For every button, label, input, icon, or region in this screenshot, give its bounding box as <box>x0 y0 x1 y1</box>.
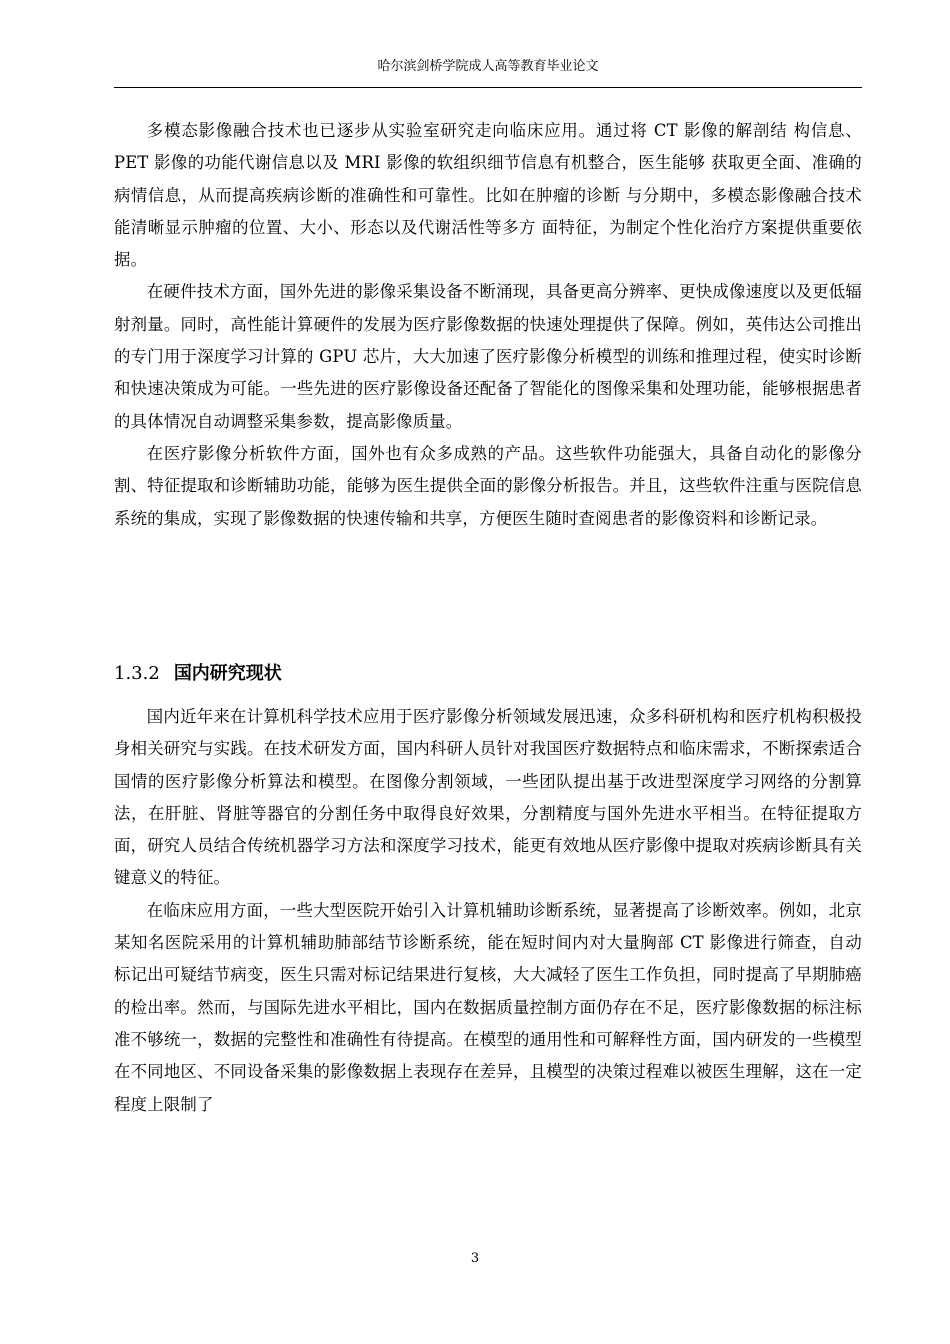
running-header: 哈尔滨剑桥学院成人高等教育毕业论文 <box>377 59 599 74</box>
paragraph: 多模态影像融合技术也已逐步从实验室研究走向临床应用。通过将 CT 影像的解剖结 构信息、PET 影像的功能代谢信息以及 MRI 影像的软组织细节信息有机整合，医生能够 获取更全面、准确的病情信息，从而提高疾病诊断的准确性和可靠性。比如在肿瘤的诊断 与分期中，多模态影像融合技术能清晰显示肿瘤的位置、大小、形态以及代谢活性等多方 面特征，为制定个性化治疗方案提供重要依据。 <box>114 121 862 270</box>
body-text-bottom <box>114 701 862 1121</box>
paragraph: 在硬件技术方面，国外先进的影像采集设备不断涌现，具备更高分辨率、更快成像速度以及更低辐射剂量。同时，高性能计算硬件的发展为医疗影像数据的快速处理提供了保障。例如，英伟达公司推出的专门用于深度学习计算的 GPU 芯片，大大加速了医疗影像分析模型的训练和推理过程，使实时诊断和快速决策成为可能。一些先进的医疗影像设备还配备了智能化的图像采集和处理功能，能够根据患者的具体情况自动调整采集参数，提高影像质量。 <box>114 282 862 431</box>
paragraph: 在临床应用方面，一些大型医院开始引入计算机辅助诊断系统，显著提高了诊断效率。例如，北京某知名医院采用的计算机辅助肺部结节诊断系统，能在短时间内对大量胸部 CT 影像进行筛查，自动标记出可疑结节病变，医生只需对标记结果进行复核，大大减轻了医生工作负担，同时提高了早期肺癌的检出率。然而，与国际先进水平相比，国内在数据质量控制方面仍存在不足，医疗影像数据的标注标准不够统一，数据的完整性和准确性有待提高。在模型的通用性和可解释性方面，国内研发的一些模型在不同地区、不同设备采集的影像数据上表现存在差异，且模型的决策过程难以被医生理解，这在一定程度上限制了 <box>114 900 862 1114</box>
body-text-top <box>114 115 862 535</box>
section-title: 国内研究现状 <box>173 663 282 684</box>
section-number: 1.3.2 <box>114 663 160 684</box>
header-divider <box>114 87 862 88</box>
paragraph: 国内近年来在计算机科学技术应用于医疗影像分析领域发展迅速，众多科研机构和医疗机构积极投身相关研究与实践。在技术研发方面，国内科研人员针对我国医疗数据特点和临床需求，不断探索适合国情的医疗影像分析算法和模型。在图像分割领域，一些团队提出基于改进型深度学习网络的分割算法，在肝脏、肾脏等器官的分割任务中取得良好效果，分割精度与国外先进水平相当。在特征提取方面，研究人员结合传统机器学习方法和深度学习技术，能更有效地从医疗影像中提取对疾病诊断具有关键意义的特征。 <box>114 707 862 888</box>
paragraph: 在医疗影像分析软件方面，国外也有众多成熟的产品。这些软件功能强大，具备自动化的影像分割、特征提取和诊断辅助功能，能够为医生提供全面的影像分析报告。并且，这些软件注重与医院信息系统的集成，实现了影像数据的快速传输和共享，方便医生随时查阅患者的影像资料和诊断记录。 <box>114 443 862 528</box>
page-number: 3 <box>470 1251 480 1266</box>
section-heading <box>114 660 282 688</box>
